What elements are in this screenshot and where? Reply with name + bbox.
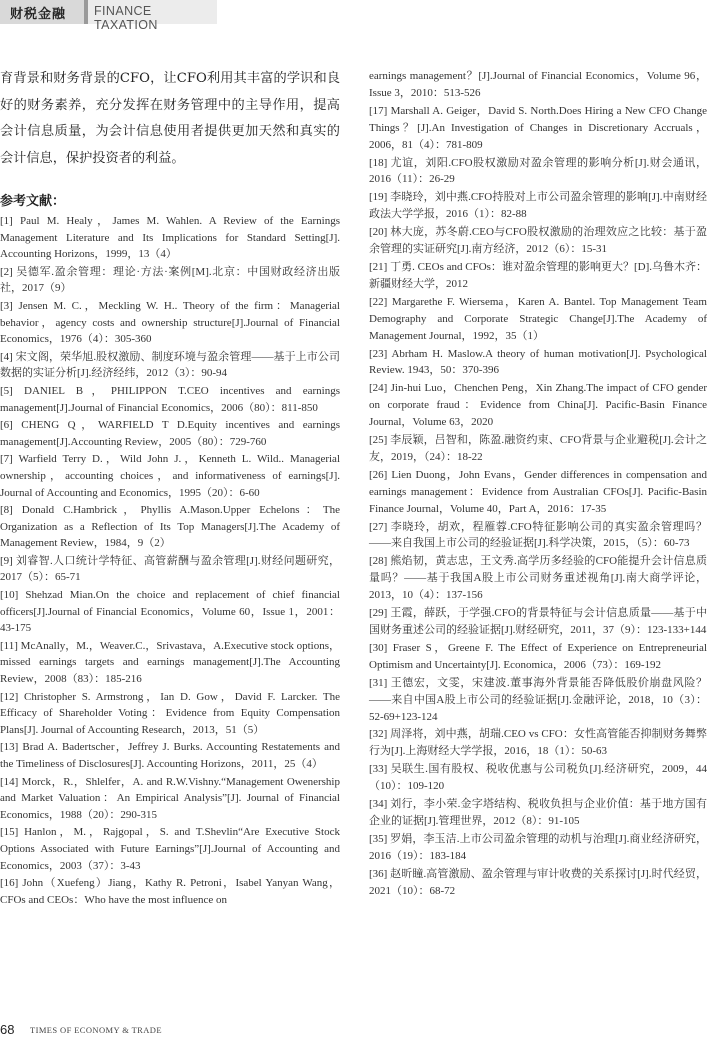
reference-entry: [32] 周泽将，刘中燕，胡瑞.CEO vs CFO：女性高管能否抑制财务舞弊行为[J].上海财经大学学报，2016，18（1）：50-63 — [369, 728, 707, 758]
intro-paragraph: 育背景和财务背景的CFO，让CFO利用其丰富的学识和良好的财务素养，充分发挥在财务管理中的主导作用，提高会计信息质量，为会计信息使用者提供更加天然和真实的会计信息，保护投资者的利益。 — [0, 71, 340, 166]
reference-entry: [27] 李晓玲，胡欢，程雁蓉.CFO特征影响公司的真实盈余管理吗？——来自我国上市公司的经验证据[J].科学决策，2015，（5）：60-73 — [369, 520, 707, 550]
reference-entry: [6] CHENG Q，WARFIELD T D.Equity incentives and earnings management[J].Accounting Review，2005（80）：729-760 — [0, 419, 340, 448]
reference-entry: [5] DANIEL B，PHILIPPON T.CEO incentives and earnings management[J].Journal of Financial Economics，2006（80）：811-850 — [0, 384, 340, 414]
reference-entry: [19] 李晓玲，刘中燕.CFO持股对上市公司盈余管理的影响[J].中南财经政法大学学报，2016（1）：82-88 — [369, 191, 707, 221]
reference-entry: [36] 赵昕瞳.高管激励、盈余管理与审计收费的关系探讨[J].时代经贸，2021（10）：68-72 — [369, 867, 707, 897]
reference-entry: [10] Shehzad Mian.On the choice and replacement of chief financial officers[J].Journal of Financial Economics，Volume 60，Issue 1，2001：43-175 — [0, 589, 340, 635]
reference-entry: [31] 王德宏，文雯，宋建波.董事海外背景能否降低股价崩盘风险？——来自中国A股上市公司的经验证据[J].金融评论，2018，10（3）：52-69+123-124 — [369, 676, 707, 723]
page-header — [0, 0, 707, 32]
reference-entry: [29] 王霞，薛跃，于学强.CFO的背景特征与会计信息质量——基于中国财务重述公司的经验证据[J].财经研究，2011，37（9）：123-133+144 — [369, 607, 707, 636]
reference-entry: [12] Christopher S. Armstrong，Ian D. Gow，David F. Larcker. The Efficacy of Shareholder Voting：Evidence from Equity Compensation Plans[J]. Journal of Accounting Research，2013，51（5） — [0, 690, 340, 736]
reference-entry: [22] Margarethe F. Wiersema，Karen A. Bantel. Top Management Team Demography and Corporate Strategic Change[J].The Academy of Management Journal，1992，35（1） — [369, 295, 707, 342]
right-column — [369, 68, 707, 901]
reference-entry: earnings management？[J].Journal of Financial Economics，Volume 96，Issue 3，2010：513-526 — [369, 70, 707, 99]
reference-entry: [9] 刘睿智.人口统计学特征、高管薪酬与盈余管理[J].财经问题研究，2017（5）：65-71 — [0, 554, 340, 584]
reference-entry: [7] Warfield Terry D.，Wild John J.，Kenneth L. Wild.. Managerial ownership，accounting choices，and informativeness of earnings[J]. Journal of Accounting and Economics，1995（20）：6-60 — [0, 453, 340, 499]
reference-entry: [15] Hanlon，M.，Rajgopal，S. and T.Shevlin“Are Executive Stock Options Associated with Future Earnings”[J].Journal of Accounting and Economics，2003（37）：3-43 — [0, 826, 340, 872]
reference-entry: [20] 林大庞，苏冬蔚.CEO与CFO股权激励的治理效应之比较：基于盈余管理的实证研究[J].南方经济，2012（6）：15-31 — [369, 226, 707, 256]
reference-entry: [28] 熊焰韧，黄志忠，王文秀.高学历多经验的CFO能提升会计信息质量吗？——基于我国A股上市公司财务重述视角[J].南大商学评论，2013，10（4）：137-156 — [369, 555, 707, 602]
reference-entry: [26] Lien Duong，John Evans，Gender differences in compensation and earnings management：Evidence from Australian CFOs[J]. Pacific-Basin Finance Journal，Volume 40，Part A，2016：17-35 — [369, 468, 707, 515]
reference-entry: [33] 吴联生.国有股权、税收优惠与公司税负[J].经济研究，2009，44（10）：109-120 — [369, 763, 707, 793]
reference-entry: [24] Jin-hui Luo，Chenchen Peng，Xin Zhang.The impact of CFO gender on corporate fraud：Evidence from China[J]. Pacific-Basin Finance Journal，Volume 63，2020 — [369, 382, 707, 429]
reference-entry: [16] John（Xuefeng）Jiang，Kathy R. Petroni，Isabel Yanyan Wang，CFOs and CEOs：Who have the most influence on — [0, 877, 340, 906]
reference-entry: [11] McAnally，M.，Weaver.C.，Srivastava，A.Executive stock options，missed earnings targets and earnings management[J].The Accounting Review，2008（83）：185-216 — [0, 639, 340, 686]
reference-entry: [14] Morck，R.，Shlelfer，A. and R.W.Vishny.“Management Owenership and Market Valuation：An Empirical Analysis”[J]. Journal of Financial Economics，1988（20）：290-315 — [0, 775, 340, 821]
reference-entry: [25] 李辰颖，吕智和，陈盈.融资约束、CFO背景与企业避税[J].会计之友，2019，（24）：18-22 — [369, 434, 707, 463]
reference-entry: [35] 罗娟，李玉洁.上市公司盈余管理的动机与治理[J].商业经济研究，2016（19）：183-184 — [369, 832, 707, 862]
page-number: 68 — [0, 1022, 15, 1037]
references-list-left — [0, 213, 340, 908]
header-brand: 财税金融 — [10, 7, 67, 22]
header-brand-block — [0, 0, 84, 24]
page-footer — [0, 1022, 707, 1040]
reference-entry: [23] Abrham H. Maslow.A theory of human motivation[J]. Psychological Review. 1943，50：370-396 — [369, 347, 707, 377]
left-column — [0, 66, 340, 909]
reference-entry: [21] 丁勇. CEOs and CFOs：谁对盈余管理的影响更大？[D].乌鲁木齐：新疆财经大学，2012 — [369, 260, 707, 290]
reference-entry: [13] Brad A. Badertscher，Jeffrey J. Burks. Accounting Restatements and the Timeliness of Disclosures[J]. Accounting Horizons，2011，25（4） — [0, 741, 340, 770]
reference-entry: [2] 吴德军.盈余管理：理论·方法·案例[M].北京：中国财政经济出版社，2017（9） — [0, 265, 340, 295]
reference-entry: [18] 尤谊，刘阳.CFO股权激励对盈余管理的影响分析[J].财会通讯，2016（11）：26-29 — [369, 156, 707, 186]
references-list-right — [369, 68, 707, 900]
journal-name: TIMES OF ECONOMY & TRADE — [30, 1025, 162, 1035]
reference-entry: [3] Jensen M. C.，Meckling W. H.. Theory of the firm：Managerial behavior，agency costs and ownership structure[J].Journal of Financial Economics，1976（4）：305-360 — [0, 299, 340, 346]
header-section: FINANCE TAXATION — [94, 4, 158, 32]
reference-entry: [1] Paul M. Healy，James M. Wahlen. A Review of the Earnings Management Literature and Its Implications for Standard Setting[J]. Accounting Horizons，1999，13（4） — [0, 215, 340, 261]
reference-entry: [17] Marshall A. Geiger，David S. North.Does Hiring a New CFO Change Things？[J].An Investigation of Changes in Discretionary Accruals，2006，81（4）：781-809 — [369, 104, 707, 151]
reference-entry: [30] Fraser S，Greene F. The Effect of Experience on Entrepreneurial Optimism and Uncertainty[J]. Economica，2006（73）：169-192 — [369, 641, 707, 671]
header-section-block — [88, 0, 217, 32]
references-title: 参考文献： — [0, 194, 66, 209]
reference-entry: [4] 宋文阁，荣华旭.股权激励、制度环境与盈余管理——基于上市公司数据的实证分析[J].经济经纬，2012（3）：90-94 — [0, 350, 340, 380]
reference-entry: [8] Donald C.Hambrick，Phyllis A.Mason.Upper Echelons：The Organization as a Reflection of Its Top Managers[J].The Academy of Management Review，1984，9（2） — [0, 504, 340, 550]
reference-entry: [34] 刘行，李小荣.金字塔结构、税收负担与企业价值：基于地方国有企业的证据[J].管理世界，2012（8）：91-105 — [369, 798, 707, 827]
